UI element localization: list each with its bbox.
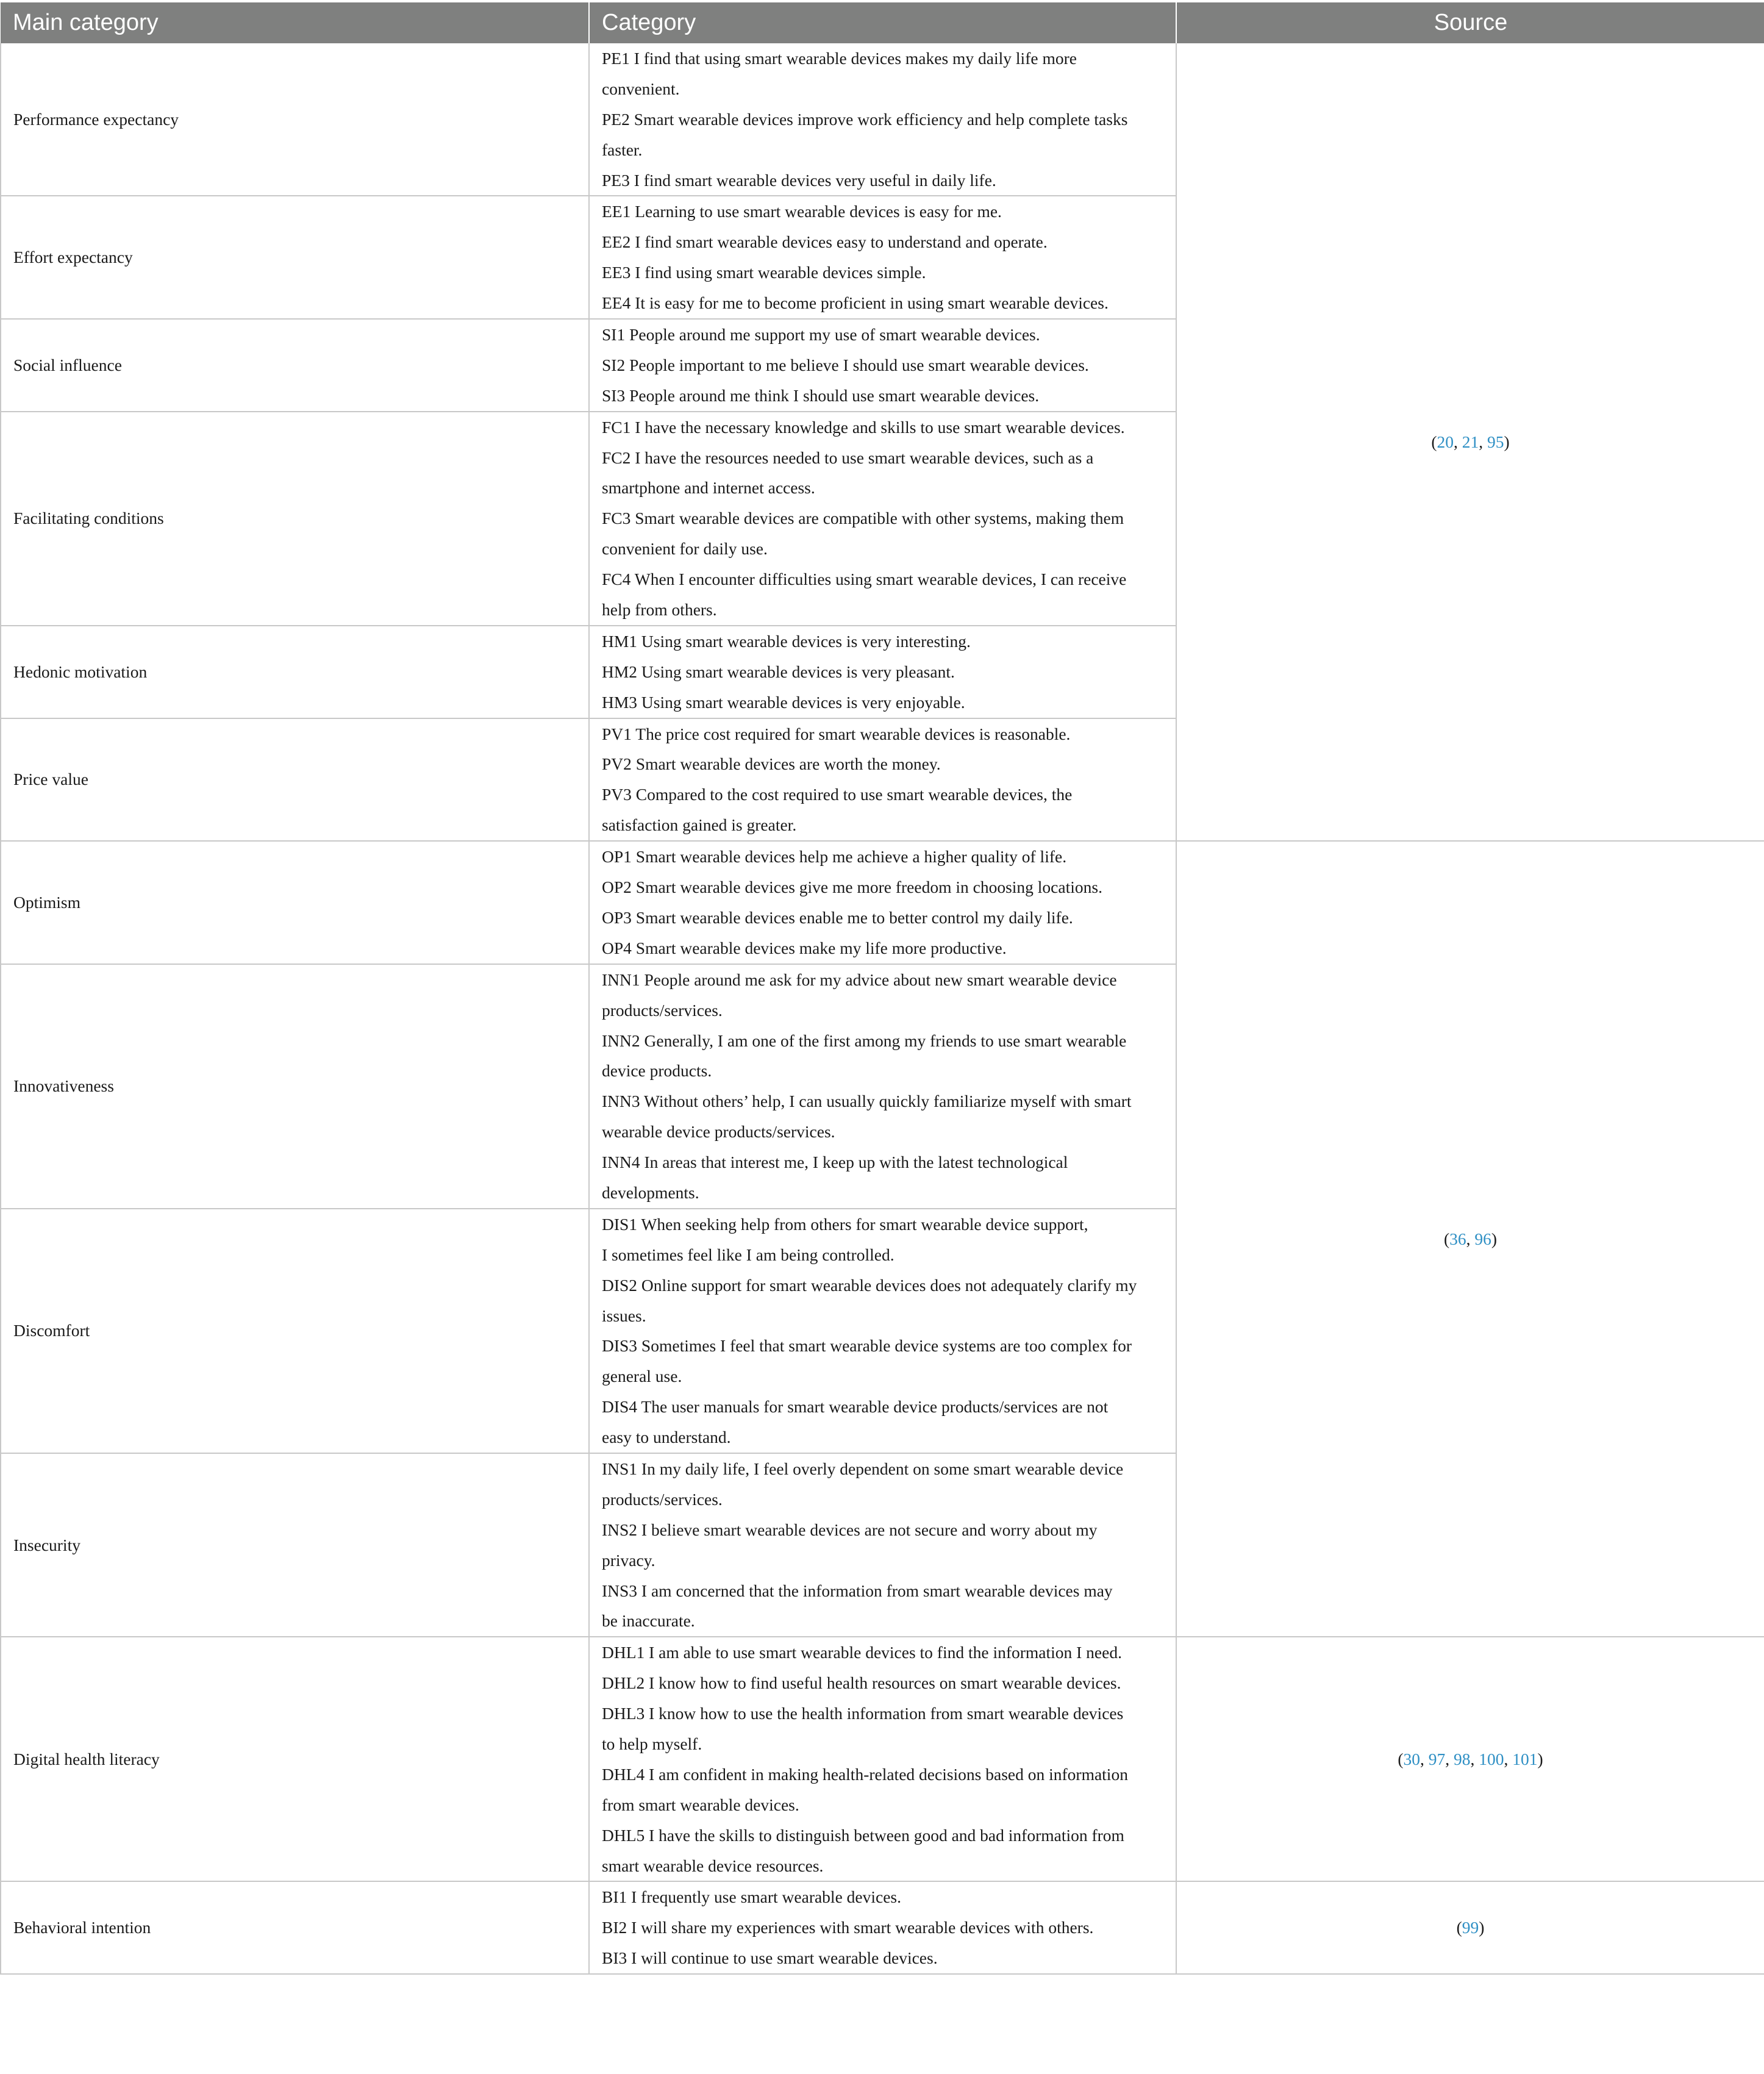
- reference-link[interactable]: 21: [1462, 432, 1479, 451]
- item-text: DIS2 Online support for smart wearable devices does not adequately clarify my: [602, 1275, 1137, 1295]
- category-items-cell: [589, 319, 1176, 412]
- category-items-cell: [589, 841, 1176, 964]
- reference-link[interactable]: 101: [1512, 1749, 1538, 1768]
- item-text: SI2 People important to me believe I should use smart wearable devices.: [602, 355, 1089, 374]
- item-text: PE1 I find that using smart wearable devices makes my daily life more: [602, 49, 1077, 68]
- item-text: DHL3 I know how to use the health information from smart wearable devices: [602, 1704, 1124, 1723]
- item-text: FC1 I have the necessary knowledge and skills to use smart wearable devices.: [602, 417, 1125, 437]
- category-items-cell: [589, 43, 1176, 196]
- header-row: [1, 2, 1764, 43]
- table-row: [1, 1881, 1764, 1974]
- main-category-cell: Performance expectancy: [1, 43, 589, 196]
- item-text: DHL1 I am able to use smart wearable devices to find the information I need.: [602, 1643, 1122, 1662]
- item-text: DHL4 I am confident in making health-related decisions based on information: [602, 1764, 1128, 1784]
- reference-link[interactable]: 20: [1437, 432, 1454, 451]
- item-text: INN3 Without others’ help, I can usually quickly familiarize myself with smart: [602, 1092, 1132, 1111]
- reference-link[interactable]: 30: [1403, 1749, 1420, 1768]
- item-text: easy to understand.: [602, 1428, 731, 1447]
- item-text: to help myself.: [602, 1734, 702, 1753]
- reference-link[interactable]: 95: [1487, 432, 1504, 451]
- item-text: PV2 Smart wearable devices are worth the money.: [602, 754, 941, 774]
- item-text: INN1 People around me ask for my advice about new smart wearable device: [602, 970, 1117, 989]
- header-main-category: Main category: [1, 2, 589, 43]
- main-category-cell: Optimism: [1, 841, 589, 964]
- item-text: OP1 Smart wearable devices help me achieve a higher quality of life.: [602, 847, 1067, 867]
- item-text: device products.: [602, 1061, 712, 1081]
- item-text: PE2 Smart wearable devices improve work efficiency and help complete tasks: [602, 109, 1128, 129]
- main-category-cell: Social influence: [1, 319, 589, 412]
- item-text: DIS1 When seeking help from others for smart wearable device support,: [602, 1214, 1088, 1234]
- item-text: FC4 When I encounter difficulties using smart wearable devices, I can receive: [602, 570, 1127, 589]
- source-cell: (30, 97, 98, 100, 101): [1176, 1637, 1764, 1881]
- item-text: DHL5 I have the skills to distinguish between good and bad information from: [602, 1825, 1124, 1845]
- main-category-cell: Discomfort: [1, 1209, 589, 1453]
- item-text: PE3 I find smart wearable devices very useful in daily life.: [602, 170, 996, 190]
- item-text: OP3 Smart wearable devices enable me to better control my daily life.: [602, 907, 1073, 927]
- table-row: [1, 841, 1764, 964]
- item-text: EE2 I find smart wearable devices easy to understand and operate.: [602, 232, 1048, 252]
- category-items-cell: [589, 412, 1176, 626]
- item-text: BI1 I frequently use smart wearable devices.: [602, 1887, 901, 1907]
- item-text: INN2 Generally, I am one of the first among my friends to use smart wearable: [602, 1031, 1127, 1050]
- item-text: from smart wearable devices.: [602, 1795, 799, 1814]
- source-cell: (20, 21, 95): [1176, 43, 1764, 841]
- item-text: SI1 People around me support my use of smart wearable devices.: [602, 325, 1040, 345]
- item-text: I sometimes feel like I am being controlled.: [602, 1245, 894, 1264]
- main-category-cell: Effort expectancy: [1, 196, 589, 319]
- item-text: FC2 I have the resources needed to use smart wearable devices, such as a: [602, 448, 1094, 467]
- item-text: DIS3 Sometimes I feel that smart wearable device systems are too complex for: [602, 1336, 1132, 1356]
- reference-link[interactable]: 99: [1462, 1918, 1479, 1937]
- item-text: INS2 I believe smart wearable devices are not secure and worry about my: [602, 1520, 1098, 1539]
- item-text: general use.: [602, 1367, 682, 1386]
- item-text: INS3 I am concerned that the information from smart wearable devices may: [602, 1581, 1113, 1600]
- item-text: BI3 I will continue to use smart wearable devices.: [602, 1948, 938, 1968]
- category-items-cell: [589, 1209, 1176, 1453]
- main-category-cell: Insecurity: [1, 1453, 589, 1637]
- table-row: [1, 43, 1764, 196]
- item-text: developments.: [602, 1182, 699, 1202]
- item-text: smart wearable device resources.: [602, 1856, 824, 1875]
- category-items-cell: [589, 196, 1176, 319]
- item-text: PV3 Compared to the cost required to use smart wearable devices, the: [602, 785, 1073, 804]
- item-text: smartphone and internet access.: [602, 478, 815, 498]
- reference-link[interactable]: 100: [1479, 1749, 1504, 1768]
- item-text: satisfaction gained is greater.: [602, 815, 797, 835]
- item-text: SI3 People around me think I should use smart wearable devices.: [602, 385, 1040, 405]
- item-text: BI2 I will share my experiences with smart wearable devices with others.: [602, 1918, 1094, 1937]
- item-text: HM2 Using smart wearable devices is very pleasant.: [602, 662, 955, 681]
- source-cell: (99): [1176, 1881, 1764, 1974]
- main-category-cell: Price value: [1, 718, 589, 842]
- item-text: INS1 In my daily life, I feel overly dependent on some smart wearable device: [602, 1459, 1124, 1478]
- item-text: DHL2 I know how to find useful health resources on smart wearable devices.: [602, 1673, 1121, 1693]
- item-text: help from others.: [602, 600, 717, 620]
- item-text: products/services.: [602, 1489, 723, 1509]
- main-category-cell: Hedonic motivation: [1, 626, 589, 718]
- category-items-cell: [589, 964, 1176, 1209]
- item-text: EE4 It is easy for me to become proficient in using smart wearable devices.: [602, 293, 1109, 313]
- reference-link[interactable]: 96: [1474, 1229, 1491, 1248]
- main-category-cell: Digital health literacy: [1, 1637, 589, 1881]
- reference-link[interactable]: 97: [1428, 1749, 1446, 1768]
- category-items-cell: [589, 1637, 1176, 1881]
- header-category: Category: [589, 2, 1176, 43]
- item-text: convenient.: [602, 79, 680, 98]
- item-text: wearable device products/services.: [602, 1122, 835, 1142]
- item-text: EE3 I find using smart wearable devices simple.: [602, 263, 926, 282]
- item-text: OP4 Smart wearable devices make my life more productive.: [602, 938, 1007, 957]
- item-text: faster.: [602, 140, 643, 159]
- constructs-table: [0, 2, 1764, 1975]
- item-text: OP2 Smart wearable devices give me more freedom in choosing locations.: [602, 878, 1102, 897]
- category-items-cell: [589, 1881, 1176, 1974]
- header-source: Source: [1176, 2, 1764, 43]
- main-category-cell: Behavioral intention: [1, 1881, 589, 1974]
- item-text: issues.: [602, 1306, 646, 1325]
- reference-link[interactable]: 36: [1449, 1229, 1466, 1248]
- item-text: products/services.: [602, 1000, 723, 1020]
- item-text: privacy.: [602, 1550, 655, 1570]
- item-text: INN4 In areas that interest me, I keep up with the latest technological: [602, 1153, 1068, 1172]
- item-text: convenient for daily use.: [602, 539, 768, 559]
- item-text: HM3 Using smart wearable devices is very enjoyable.: [602, 692, 965, 712]
- source-cell: (36, 96): [1176, 841, 1764, 1637]
- table-row: [1, 1637, 1764, 1881]
- category-items-cell: [589, 626, 1176, 718]
- category-items-cell: [589, 718, 1176, 842]
- item-text: EE1 Learning to use smart wearable devices is easy for me.: [602, 202, 1002, 221]
- category-items-cell: [589, 1453, 1176, 1637]
- main-category-cell: Facilitating conditions: [1, 412, 589, 626]
- item-text: DIS4 The user manuals for smart wearable device products/services are not: [602, 1397, 1109, 1417]
- item-text: HM1 Using smart wearable devices is very interesting.: [602, 631, 971, 651]
- reference-link[interactable]: 98: [1454, 1749, 1471, 1768]
- item-text: PV1 The price cost required for smart wearable devices is reasonable.: [602, 724, 1071, 743]
- main-category-cell: Innovativeness: [1, 964, 589, 1209]
- item-text: be inaccurate.: [602, 1611, 695, 1631]
- item-text: FC3 Smart wearable devices are compatible with other systems, making them: [602, 509, 1124, 528]
